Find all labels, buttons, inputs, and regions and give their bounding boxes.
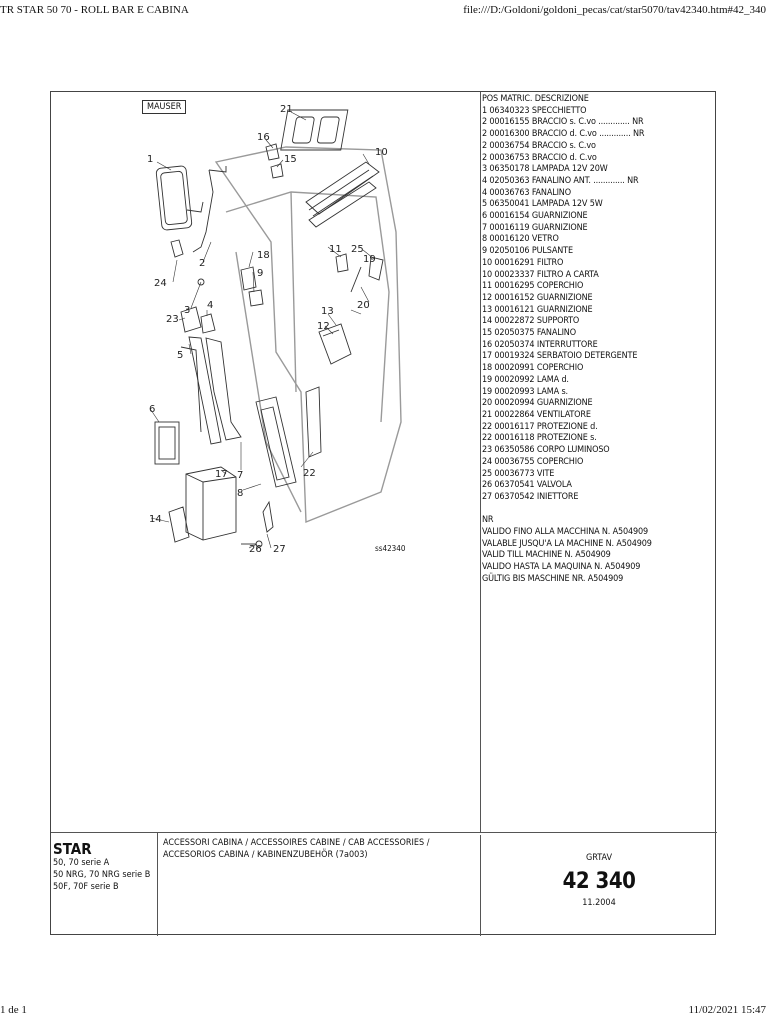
parts-list-row: 17 00019324 SERBATOIO DETERGENTE <box>482 351 638 362</box>
brand-label: MAUSER <box>142 100 186 114</box>
notes-items <box>482 527 716 586</box>
model-variant: 50F, 70F serie B <box>53 882 119 892</box>
parts-list-row: 21 00022864 VENTILATORE <box>482 409 591 420</box>
parts-list-row: 4 02050363 FANALINO ANT. ............. NR <box>482 175 639 186</box>
callout-label: 17 <box>215 469 228 480</box>
table-date: 11.2004 <box>582 898 616 908</box>
parts-list-row: 1 06340323 SPECCHIETTO <box>482 105 587 116</box>
parts-list-row: 15 02050375 FANALINO <box>482 328 576 339</box>
parts-list-row: 8 00016120 VETRO <box>482 234 559 245</box>
note-row: VALABLE JUSQU'A LA MACHINE N. A504909 <box>482 538 652 549</box>
callout-label: 8 <box>237 488 244 499</box>
parts-list-row: 22 00016117 PROTEZIONE d. <box>482 421 598 432</box>
parts-list-row: 9 02050106 PULSANTE <box>482 246 573 257</box>
callout-label: 22 <box>303 468 316 479</box>
group-label: GRTAV <box>586 853 612 863</box>
parts-list-row: 11 00016295 COPERCHIO <box>482 281 584 292</box>
parts-list-row: 10 00016291 FILTRO <box>482 257 564 268</box>
parts-list-row: 27 06370542 INIETTORE <box>482 491 579 502</box>
notes-title: NR <box>482 515 494 526</box>
table-number: 42 340 <box>562 869 636 894</box>
page-header-url: file:///D:/Goldoni/goldoni_pecas/cat/star5070/tav42340.htm#42_340 <box>463 4 766 16</box>
parts-list-row: 5 06350041 LAMPADA 12V 5W <box>482 199 603 210</box>
page-footer-count: 1 de 1 <box>0 1004 27 1016</box>
parts-list-row: 20 00020994 GUARNIZIONE <box>482 398 593 409</box>
callout-label: 19 <box>363 254 376 265</box>
callout-label: 10 <box>375 147 388 158</box>
callout-label: 18 <box>257 250 270 261</box>
callout-label: 3 <box>184 305 191 316</box>
callout-label: 4 <box>207 300 214 311</box>
parts-list-row: 22 00016118 PROTEZIONE s. <box>482 433 597 444</box>
callout-label: 7 <box>237 470 244 481</box>
parts-list-row: 16 02050374 INTERRUTTORE <box>482 339 598 350</box>
table-title: ACCESSORI CABINA / ACCESSOIRES CABINE / CAB ACCESSORIES / ACCESORIOS CABINA / KABINENZUBEHÖR (7a003) <box>159 835 481 936</box>
parts-list-row: 19 00020993 LAMA s. <box>482 386 568 397</box>
parts-list-row: 3 06350178 LAMPADA 12V 20W <box>482 164 608 175</box>
note-row: GÜLTIG BIS MASCHINE NR. A504909 <box>482 573 624 584</box>
parts-items <box>482 106 716 504</box>
cab-exploded-view <box>51 92 481 832</box>
callout-label: 15 <box>284 154 297 165</box>
callout-label: 5 <box>177 350 184 361</box>
parts-list-row: 2 00036754 BRACCIO s. C.vo <box>482 140 596 151</box>
callout-label: 16 <box>257 132 270 143</box>
parts-list-row: 25 00036773 VITE <box>482 468 555 479</box>
callout-label: 14 <box>149 514 162 525</box>
parts-list-header: POS MATRIC. DESCRIZIONE <box>482 94 589 104</box>
parts-list-row: 23 06350586 CORPO LUMINOSO <box>482 445 610 456</box>
parts-list-row: 12 00016152 GUARNIZIONE <box>482 292 593 303</box>
parts-list-row: 24 00036755 COPERCHIO <box>482 456 584 467</box>
callout-label: 13 <box>321 306 334 317</box>
note-row: VALID TILL MACHINE N. A504909 <box>482 550 611 561</box>
parts-list <box>482 94 716 832</box>
model-block <box>51 833 158 936</box>
parts-list-row: 10 00023337 FILTRO A CARTA <box>482 269 599 280</box>
note-row: VALIDO HASTA LA MAQUINA N. A504909 <box>482 562 641 573</box>
model-name: STAR <box>53 840 92 858</box>
callout-label: 11 <box>329 244 342 255</box>
callout-label: 23 <box>166 314 179 325</box>
parts-list-row: 26 06370541 VALVOLA <box>482 480 572 491</box>
callout-label: 24 <box>154 278 167 289</box>
exploded-diagram <box>51 92 481 832</box>
callout-label: 21 <box>280 104 293 115</box>
page-header-title: TR STAR 50 70 - ROLL BAR E CABINA <box>0 4 189 16</box>
model-variant: 50, 70 serie A <box>53 858 110 868</box>
callout-label: 25 <box>351 244 364 255</box>
parts-list-row: 13 00016121 GUARNIZIONE <box>482 304 593 315</box>
callout-label: 26 <box>249 544 262 555</box>
callout-label: 6 <box>149 404 156 415</box>
callout-label: 12 <box>317 321 330 332</box>
model-variant: 50 NRG, 70 NRG serie B <box>53 870 151 880</box>
parts-list-row: 19 00020992 LAMA d. <box>482 374 569 385</box>
table-code-block <box>482 833 716 936</box>
parts-list-row: 2 00016300 BRACCIO d. C.vo ............. NR <box>482 129 645 140</box>
callout-label: 20 <box>357 300 370 311</box>
drawing-ref-code: ss42340 <box>375 544 406 553</box>
callout-label: 9 <box>257 268 264 279</box>
parts-list-row: 18 00020991 COPERCHIO <box>482 363 584 374</box>
callout-label: 2 <box>199 258 206 269</box>
parts-list-row: 4 00036763 FANALINO <box>482 187 571 198</box>
parts-list-row: 7 00016119 GUARNIZIONE <box>482 222 588 233</box>
title-block <box>51 832 717 936</box>
page-footer-timestamp: 11/02/2021 15:47 <box>688 1004 766 1016</box>
parts-sheet <box>50 91 716 935</box>
note-row: VALIDO FINO ALLA MACCHINA N. A504909 <box>482 527 649 537</box>
callout-label: 1 <box>147 154 154 165</box>
callout-label: 27 <box>273 544 286 555</box>
parts-list-row: 6 00016154 GUARNIZIONE <box>482 211 588 222</box>
parts-list-row: 2 00036753 BRACCIO d. C.vo <box>482 152 597 163</box>
parts-list-row: 2 00016155 BRACCIO s. C.vo ............. NR <box>482 117 644 128</box>
parts-list-row: 14 00022872 SUPPORTO <box>482 316 580 327</box>
